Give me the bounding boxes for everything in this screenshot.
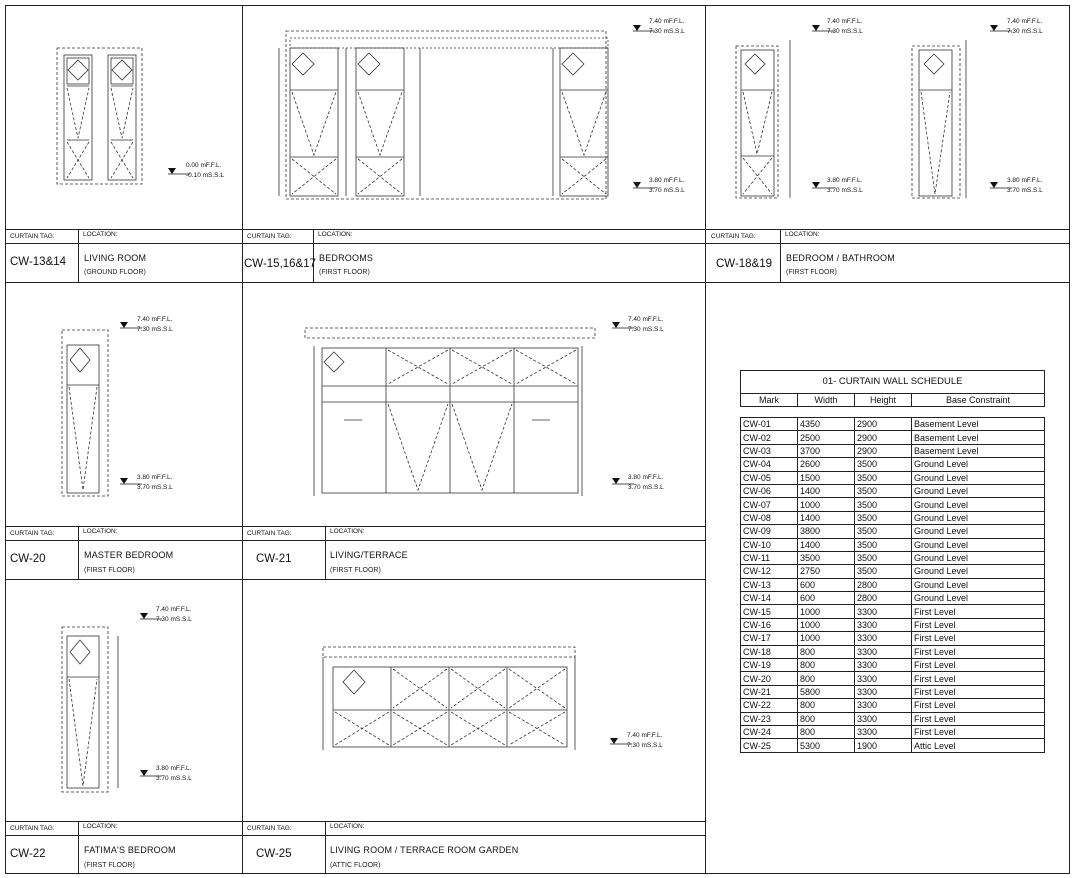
cell-base-constraint: Attic Level — [912, 739, 1045, 752]
cell-mark: CW-16 — [741, 618, 798, 631]
curtain-tag-cw-15-16-17: CW-15,16&17 — [244, 258, 317, 270]
table-row — [741, 699, 1045, 712]
curtain-tag-cw-18-19: CW-18&19 — [716, 258, 773, 270]
cell-width: 1000 — [798, 618, 855, 631]
level-annotation-cw-22-bottom: 3.80 mF.F.L. 3.70 mS.S.L — [156, 765, 192, 782]
cw-15-16-17-elevation — [279, 31, 608, 199]
location-label: LOCATION: — [83, 823, 118, 830]
cell-mark: CW-06 — [741, 484, 798, 497]
cell-width: 800 — [798, 725, 855, 738]
cell-mark: CW-10 — [741, 538, 798, 551]
curtain-tag-cw-22: CW-22 — [10, 848, 46, 860]
cell-width: 3700 — [798, 444, 855, 457]
cw-21-elevation — [305, 328, 595, 496]
level-annotation-cw-15-top: 7.40 mF.F.L. 7.30 mS.S.L — [649, 18, 685, 35]
cw-25-elevation — [323, 647, 575, 750]
cell-width: 1000 — [798, 498, 855, 511]
col-header-mark: Mark — [741, 394, 798, 407]
table-row — [741, 484, 1045, 497]
cell-height: 3500 — [855, 551, 912, 564]
location-label: LOCATION: — [330, 528, 365, 535]
cell-width: 1000 — [798, 632, 855, 645]
level-annotation-cw-20-bottom: 3.80 mF.F.L. 3.70 mS.S.L — [137, 474, 173, 491]
level-annotation-cw-18-top: 7.40 mF.F.L. 7.30 mS.S.L — [827, 18, 863, 35]
cell-base-constraint: Ground Level — [912, 525, 1045, 538]
table-row — [741, 511, 1045, 524]
level-annotation-cw-20-top: 7.40 mF.F.L. 7.30 mS.S.L — [137, 316, 173, 333]
floor-cw-20: (FIRST FLOOR) — [84, 567, 135, 574]
table-row — [741, 431, 1045, 444]
cell-width: 800 — [798, 712, 855, 725]
col-header-height: Height — [855, 394, 912, 407]
schedule-body — [741, 418, 1045, 753]
table-row — [741, 632, 1045, 645]
cw-22-elevation — [62, 627, 118, 792]
location-label: LOCATION: — [83, 231, 118, 238]
cell-base-constraint: First Level — [912, 699, 1045, 712]
location-cw-13-14: LIVING ROOM — [84, 253, 147, 263]
cell-height: 3500 — [855, 471, 912, 484]
table-row — [741, 444, 1045, 457]
level-annotation-cw-21-top: 7.40 mF.F.L. 7.30 mS.S.L — [628, 316, 664, 333]
cw-18-19-elevation — [736, 40, 966, 198]
curtain-tag-label: CURTAIN TAG: — [247, 233, 292, 240]
cell-mark: CW-03 — [741, 444, 798, 457]
cell-width: 2750 — [798, 565, 855, 578]
cell-base-constraint: Ground Level — [912, 484, 1045, 497]
location-label: LOCATION: — [318, 231, 353, 238]
col-header-base-constraint: Base Constraint — [912, 394, 1045, 407]
cell-mark: CW-15 — [741, 605, 798, 618]
table-row — [741, 418, 1045, 431]
cell-mark: CW-25 — [741, 739, 798, 752]
cell-height: 3300 — [855, 672, 912, 685]
curtain-tag-cw-25: CW-25 — [256, 848, 292, 860]
cell-width: 2500 — [798, 431, 855, 444]
location-cw-22: FATIMA'S BEDROOM — [84, 845, 176, 855]
cell-width: 1400 — [798, 511, 855, 524]
table-row — [741, 725, 1045, 738]
cell-mark: CW-20 — [741, 672, 798, 685]
location-label: LOCATION: — [330, 823, 365, 830]
location-cw-25: LIVING ROOM / TERRACE ROOM GARDEN — [330, 845, 519, 855]
cell-base-constraint: Ground Level — [912, 538, 1045, 551]
curtain-tag-cw-20: CW-20 — [10, 553, 46, 565]
level-annotation-cw-22-top: 7.40 mF.F.L. 7.30 mS.S.L — [156, 606, 192, 623]
cell-height: 2900 — [855, 418, 912, 431]
cell-height: 3300 — [855, 605, 912, 618]
cell-base-constraint: First Level — [912, 632, 1045, 645]
cell-height: 3500 — [855, 484, 912, 497]
cell-base-constraint: Ground Level — [912, 471, 1045, 484]
cell-mark: CW-11 — [741, 551, 798, 564]
cell-width: 5800 — [798, 685, 855, 698]
table-row — [741, 471, 1045, 484]
curtain-tag-label: CURTAIN TAG: — [10, 825, 55, 832]
curtain-tag-cw-21: CW-21 — [256, 553, 292, 565]
col-header-width: Width — [798, 394, 855, 407]
level-annotation-cw-13-14: 0.00 mF.F.L. -0.10 mS.S.L — [186, 162, 224, 179]
table-row — [741, 498, 1045, 511]
cell-width: 1500 — [798, 471, 855, 484]
cell-height: 3300 — [855, 632, 912, 645]
table-row — [741, 672, 1045, 685]
level-annotation-cw-19-bottom: 3.80 mF.F.L. 3.70 mS.S.L — [1007, 177, 1043, 194]
cell-width: 600 — [798, 578, 855, 591]
floor-cw-15-16-17: (FIRST FLOOR) — [319, 269, 370, 276]
cell-width: 3500 — [798, 551, 855, 564]
table-row — [741, 565, 1045, 578]
table-row — [741, 645, 1045, 658]
cell-height: 2800 — [855, 592, 912, 605]
cell-mark: CW-12 — [741, 565, 798, 578]
cell-base-constraint: Ground Level — [912, 498, 1045, 511]
cell-mark: CW-19 — [741, 659, 798, 672]
cell-base-constraint: First Level — [912, 618, 1045, 631]
cell-base-constraint: First Level — [912, 659, 1045, 672]
cell-height: 3300 — [855, 685, 912, 698]
cell-height: 3500 — [855, 511, 912, 524]
table-row — [741, 712, 1045, 725]
table-row — [741, 578, 1045, 591]
cell-base-constraint: First Level — [912, 725, 1045, 738]
cell-width: 800 — [798, 672, 855, 685]
cell-base-constraint: First Level — [912, 685, 1045, 698]
location-cw-20: MASTER BEDROOM — [84, 550, 174, 560]
cell-height: 3500 — [855, 498, 912, 511]
schedule-title: 01- CURTAIN WALL SCHEDULE — [741, 371, 1045, 394]
cell-mark: CW-22 — [741, 699, 798, 712]
cell-mark: CW-07 — [741, 498, 798, 511]
cell-height: 2900 — [855, 444, 912, 457]
floor-cw-21: (FIRST FLOOR) — [330, 567, 381, 574]
cell-base-constraint: First Level — [912, 672, 1045, 685]
schedule-table — [740, 370, 1045, 753]
cell-base-constraint: Ground Level — [912, 592, 1045, 605]
cell-base-constraint: Basement Level — [912, 418, 1045, 431]
level-annotation-cw-19-top: 7.40 mF.F.L. 7.30 mS.S.L — [1007, 18, 1043, 35]
table-row — [741, 458, 1045, 471]
cell-width: 1000 — [798, 605, 855, 618]
cell-base-constraint: Basement Level — [912, 444, 1045, 457]
cell-height: 3500 — [855, 458, 912, 471]
cell-width: 1400 — [798, 484, 855, 497]
level-annotation-cw-25: 7.40 mF.F.L. 7.30 mS.S.L — [627, 732, 663, 749]
cell-base-constraint: Basement Level — [912, 431, 1045, 444]
cell-mark: CW-01 — [741, 418, 798, 431]
cell-mark: CW-13 — [741, 578, 798, 591]
curtain-wall-schedule — [740, 370, 1045, 753]
cell-width: 600 — [798, 592, 855, 605]
cell-height: 3500 — [855, 525, 912, 538]
location-cw-15-16-17: BEDROOMS — [319, 253, 374, 263]
cell-base-constraint: First Level — [912, 645, 1045, 658]
cell-width: 800 — [798, 699, 855, 712]
cell-height: 2900 — [855, 431, 912, 444]
cw-13-14-elevation — [57, 48, 142, 184]
cell-height: 3500 — [855, 538, 912, 551]
cell-mark: CW-21 — [741, 685, 798, 698]
floor-cw-18-19: (FIRST FLOOR) — [786, 269, 837, 276]
table-row — [741, 525, 1045, 538]
cell-base-constraint: Ground Level — [912, 551, 1045, 564]
floor-cw-22: (FIRST FLOOR) — [84, 862, 135, 869]
floor-cw-13-14: (GROUND FLOOR) — [84, 269, 146, 276]
cell-mark: CW-05 — [741, 471, 798, 484]
location-cw-21: LIVING/TERRACE — [330, 550, 408, 560]
cell-height: 3300 — [855, 725, 912, 738]
level-annotation-cw-15-bottom: 3.80 mF.F.L. 3.70 mS.S.L — [649, 177, 685, 194]
cell-mark: CW-17 — [741, 632, 798, 645]
cell-mark: CW-14 — [741, 592, 798, 605]
table-row — [741, 592, 1045, 605]
curtain-tag-label: CURTAIN TAG: — [711, 233, 756, 240]
curtain-tag-label: CURTAIN TAG: — [10, 530, 55, 537]
cell-mark: CW-23 — [741, 712, 798, 725]
table-row — [741, 685, 1045, 698]
table-row — [741, 618, 1045, 631]
table-row — [741, 659, 1045, 672]
cell-base-constraint: First Level — [912, 605, 1045, 618]
cell-mark: CW-04 — [741, 458, 798, 471]
cell-height: 3300 — [855, 712, 912, 725]
cell-height: 3300 — [855, 645, 912, 658]
cell-mark: CW-24 — [741, 725, 798, 738]
cell-base-constraint: Ground Level — [912, 458, 1045, 471]
cell-base-constraint: Ground Level — [912, 565, 1045, 578]
table-row — [741, 739, 1045, 752]
location-label: LOCATION: — [83, 528, 118, 535]
level-annotation-cw-21-bottom: 3.80 mF.F.L. 3.70 mS.S.L — [628, 474, 664, 491]
cell-width: 2600 — [798, 458, 855, 471]
cw-20-elevation — [62, 330, 108, 496]
cell-base-constraint: Ground Level — [912, 578, 1045, 591]
curtain-tag-label: CURTAIN TAG: — [247, 825, 292, 832]
curtain-tag-label: CURTAIN TAG: — [10, 233, 55, 240]
cell-base-constraint: Ground Level — [912, 511, 1045, 524]
cell-mark: CW-18 — [741, 645, 798, 658]
cell-height: 1900 — [855, 739, 912, 752]
cell-mark: CW-09 — [741, 525, 798, 538]
cell-height: 3500 — [855, 565, 912, 578]
location-label: LOCATION: — [785, 231, 820, 238]
table-row — [741, 605, 1045, 618]
floor-cw-25: (ATTIC FLOOR) — [330, 862, 381, 869]
curtain-tag-cw-13-14: CW-13&14 — [10, 256, 67, 268]
table-row — [741, 538, 1045, 551]
cell-width: 1400 — [798, 538, 855, 551]
cell-width: 800 — [798, 659, 855, 672]
cell-height: 3300 — [855, 659, 912, 672]
cell-height: 3300 — [855, 699, 912, 712]
cell-width: 4350 — [798, 418, 855, 431]
cell-width: 5300 — [798, 739, 855, 752]
curtain-tag-label: CURTAIN TAG: — [247, 530, 292, 537]
cell-mark: CW-02 — [741, 431, 798, 444]
cell-width: 3800 — [798, 525, 855, 538]
location-cw-18-19: BEDROOM / BATHROOM — [786, 253, 895, 263]
level-annotation-cw-18-bottom: 3.80 mF.F.L. 3.70 mS.S.L — [827, 177, 863, 194]
cell-width: 800 — [798, 645, 855, 658]
cell-mark: CW-08 — [741, 511, 798, 524]
cell-height: 2800 — [855, 578, 912, 591]
cell-height: 3300 — [855, 618, 912, 631]
table-row — [741, 551, 1045, 564]
cell-base-constraint: First Level — [912, 712, 1045, 725]
